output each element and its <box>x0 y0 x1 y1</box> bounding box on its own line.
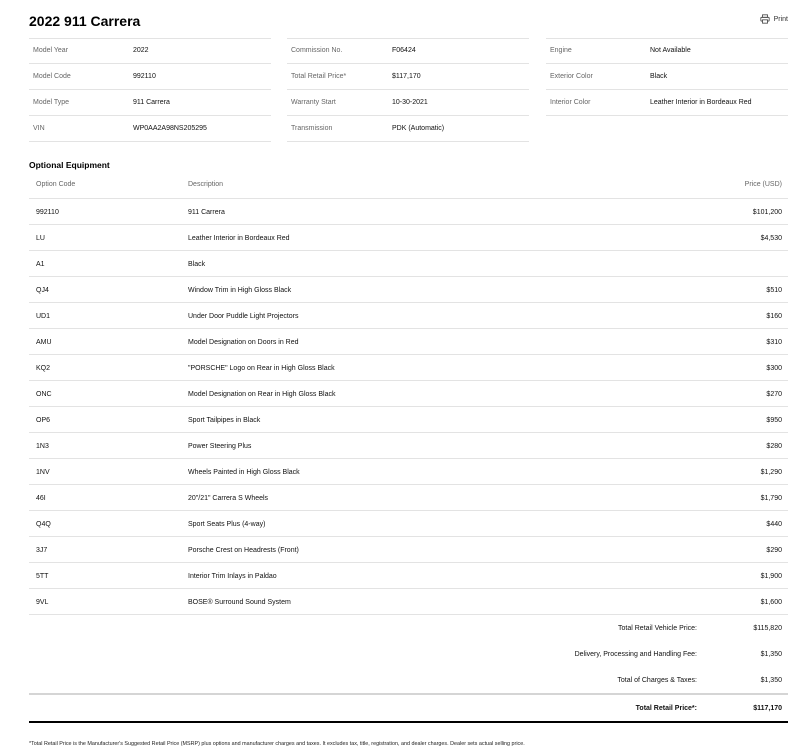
footnote: *Total Retail Price is the Manufacturer's Suggested Retail Price (MSRP) plus options and manufacturer charges and taxes. It excludes tax, title, registration, and dealer charges. Dealer sets actual selling price. <box>29 741 525 747</box>
summary-delivery-fee <box>29 641 788 667</box>
option-price: $1,290 <box>760 469 782 476</box>
option-price: $4,530 <box>760 235 782 242</box>
vehicle-specs <box>29 38 788 142</box>
option-price: $510 <box>766 287 782 294</box>
option-description: Leather Interior in Bordeaux Red <box>188 235 290 242</box>
option-price: $101,200 <box>752 209 782 216</box>
spec-value: Leather Interior in Bordeaux Red <box>650 99 752 106</box>
spec-exterior-color <box>546 64 788 90</box>
total-label: Total Retail Price*: <box>635 705 697 712</box>
spec-engine <box>546 38 788 64</box>
table-row <box>29 589 788 615</box>
table-row <box>29 277 788 303</box>
option-code: QJ4 <box>36 287 49 294</box>
table-row <box>29 251 788 277</box>
option-price: $160 <box>766 313 782 320</box>
option-code: 992110 <box>36 209 59 216</box>
optional-equipment-table <box>29 172 788 723</box>
spec-transmission <box>287 116 529 142</box>
table-row <box>29 511 788 537</box>
option-price: $280 <box>766 443 782 450</box>
spec-value: Not Available <box>650 47 691 54</box>
option-code: OP6 <box>36 417 51 424</box>
option-code: 9VL <box>36 599 49 606</box>
table-row <box>29 537 788 563</box>
printer-icon <box>760 14 770 24</box>
spec-label: Model Code <box>33 73 71 80</box>
page-title: 2022 911 Carrera <box>29 13 141 29</box>
spec-label: Warranty Start <box>291 99 336 106</box>
option-code: 3J7 <box>36 547 48 554</box>
header-option-code: Option Code <box>36 181 76 188</box>
option-description: 20"/21" Carrera S Wheels <box>188 495 269 502</box>
spec-value: WP0AA2A98NS205295 <box>133 125 207 132</box>
option-price: $440 <box>766 521 782 528</box>
spec-value: 10-30-2021 <box>392 99 428 106</box>
table-row <box>29 433 788 459</box>
option-description: BOSE® Surround Sound System <box>188 599 291 606</box>
table-row <box>29 199 788 225</box>
spec-label: Total Retail Price* <box>291 73 347 80</box>
table-row <box>29 407 788 433</box>
option-code: KQ2 <box>36 365 51 372</box>
spec-value: PDK (Automatic) <box>392 125 445 132</box>
option-description: Under Door Puddle Light Projectors <box>188 313 299 320</box>
header-price: Price (USD) <box>744 181 782 188</box>
table-body <box>29 199 788 615</box>
summary-value: $1,350 <box>760 651 782 658</box>
table-row <box>29 355 788 381</box>
spec-value: 911 Carrera <box>133 99 170 106</box>
spec-total-retail-price <box>287 64 529 90</box>
header-description: Description <box>188 181 224 188</box>
option-description: Black <box>188 261 206 268</box>
summary-section <box>29 615 788 723</box>
table-row <box>29 303 788 329</box>
option-description: Window Trim in High Gloss Black <box>188 287 292 294</box>
table-row <box>29 225 788 251</box>
spec-vin <box>29 116 271 142</box>
spec-warranty-start <box>287 90 529 116</box>
option-price: $290 <box>766 547 782 554</box>
option-code: 1NV <box>36 469 50 476</box>
option-code: A1 <box>36 261 45 268</box>
option-price: $1,900 <box>760 573 782 580</box>
option-description: Power Steering Plus <box>188 443 252 450</box>
summary-value: $115,820 <box>753 625 782 632</box>
option-code: 1N3 <box>36 443 49 450</box>
summary-label: Total Retail Vehicle Price: <box>618 625 697 632</box>
spec-model-type <box>29 90 271 116</box>
spec-label: Commission No. <box>291 47 343 54</box>
option-price: $310 <box>766 339 782 346</box>
spec-model-year <box>29 38 271 64</box>
spec-model-code <box>29 64 271 90</box>
spec-value: F06424 <box>392 47 416 54</box>
option-code: Q4Q <box>36 521 51 528</box>
spec-label: Model Year <box>33 47 69 54</box>
spec-value: $117,170 <box>392 73 421 80</box>
option-code: AMU <box>36 339 52 346</box>
option-description: Porsche Crest on Headrests (Front) <box>188 547 299 554</box>
spec-value: Black <box>650 73 668 80</box>
total-value: $117,170 <box>753 705 782 712</box>
option-price: $1,790 <box>760 495 782 502</box>
table-header <box>29 172 788 199</box>
option-price: $950 <box>766 417 782 424</box>
option-description: "PORSCHE" Logo on Rear in High Gloss Black <box>188 365 335 372</box>
spec-label: Model Type <box>33 99 70 106</box>
option-code: LU <box>36 235 45 242</box>
table-row <box>29 459 788 485</box>
spec-value: 992110 <box>133 73 156 80</box>
option-description: Model Designation on Doors in Red <box>188 339 299 346</box>
option-description: 911 Carrera <box>188 209 225 216</box>
option-code: UD1 <box>36 313 51 320</box>
spec-value: 2022 <box>133 47 149 54</box>
spec-label: VIN <box>33 125 45 132</box>
table-row <box>29 485 788 511</box>
option-code: ONC <box>36 391 52 398</box>
print-button[interactable] <box>760 14 788 24</box>
option-code: 5TT <box>36 573 49 580</box>
summary-label: Total of Charges & Taxes: <box>617 677 697 684</box>
table-row <box>29 563 788 589</box>
optional-equipment-title: Optional Equipment <box>29 160 110 170</box>
option-description: Sport Seats Plus (4-way) <box>188 521 266 528</box>
option-price: $300 <box>766 365 782 372</box>
summary-vehicle-price <box>29 615 788 641</box>
spec-commission-no <box>287 38 529 64</box>
summary-charges-taxes <box>29 667 788 693</box>
option-description: Wheels Painted in High Gloss Black <box>188 469 300 476</box>
spec-label: Interior Color <box>550 99 591 106</box>
option-code: 46I <box>36 495 46 502</box>
option-price: $270 <box>766 391 782 398</box>
table-row <box>29 329 788 355</box>
spec-label: Engine <box>550 47 572 54</box>
summary-value: $1,350 <box>760 677 782 684</box>
total-retail-price-row <box>29 695 788 723</box>
option-description: Model Designation on Rear in High Gloss Black <box>188 391 336 398</box>
option-description: Interior Trim Inlays in Paldao <box>188 573 277 580</box>
table-row <box>29 381 788 407</box>
spec-label: Transmission <box>291 125 333 132</box>
spec-interior-color <box>546 90 788 116</box>
option-price: $1,600 <box>760 599 782 606</box>
option-description: Sport Tailpipes in Black <box>188 417 261 424</box>
summary-label: Delivery, Processing and Handling Fee: <box>574 651 697 658</box>
spec-label: Exterior Color <box>550 73 593 80</box>
print-label: Print <box>773 15 788 23</box>
